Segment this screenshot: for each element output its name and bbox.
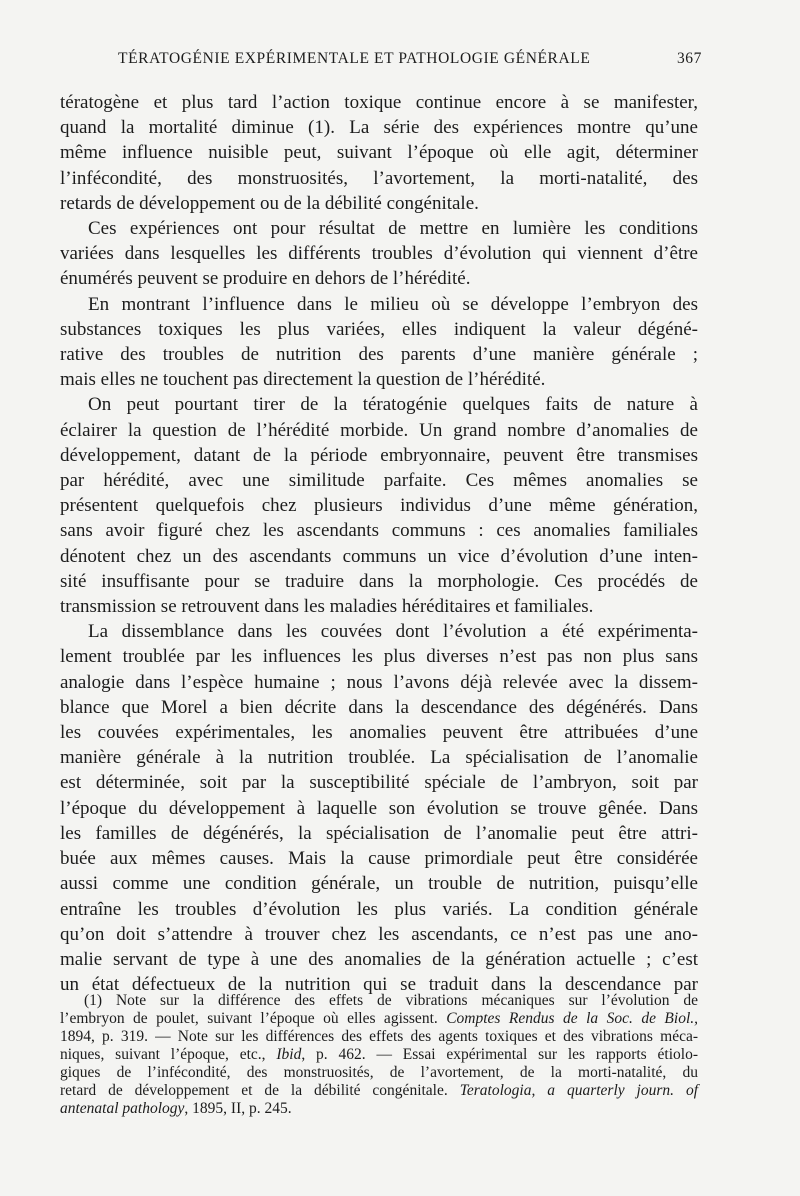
footnote-citation: antenatal pathology bbox=[60, 1100, 185, 1117]
text-line: tératogène et plus tard l’action toxique continue encore à se manifester, bbox=[60, 92, 698, 113]
footnote-line bbox=[60, 1010, 698, 1028]
text-line: aussi comme une condition générale, un trouble de nutrition, puisqu’elle bbox=[60, 873, 698, 895]
footnote-line bbox=[60, 1100, 698, 1118]
text-line: Ces expériences ont pour résultat de mettre en lumière les conditions bbox=[88, 218, 698, 240]
text-line: un état défectueux de la nutrition qui se traduit dans la descendance par bbox=[60, 974, 698, 996]
footnote-text: retard de développement et de la débilité congénitale. bbox=[60, 1082, 448, 1099]
text-line: buée aux mêmes causes. Mais la cause primordiale peut être considérée bbox=[60, 848, 698, 870]
text-line: sans avoir figuré chez les ascendants communs : ces anomalies familiales bbox=[60, 520, 698, 542]
footnote-line: giques de l’infécondité, des monstruosités, de l’avortement, de la morti-natalité, du bbox=[60, 1064, 698, 1081]
text-line: est déterminée, soit par la susceptibilité spéciale de l’ambryon, soit par bbox=[60, 772, 698, 794]
text-line: éclairer la question de l’hérédité morbide. Un grand nombre d’anomalies de bbox=[60, 419, 698, 441]
text-line: En montrant l’influence dans le milieu où se développe l’embryon des bbox=[88, 293, 698, 315]
footnote bbox=[60, 992, 698, 1118]
text-line: transmission se retrouvent dans les maladies héréditaires et familiales. bbox=[60, 596, 594, 618]
text-line: les familles de dégénérés, la spécialisation de l’anomalie peut être attri- bbox=[60, 822, 698, 844]
text-line: développement, datant de la période embryonnaire, peuvent être transmises bbox=[60, 444, 698, 466]
paragraph bbox=[60, 619, 698, 997]
footnote-line: 1894, p. 319. — Note sur les différences des effets des agents toxiques et des vibrations méca- bbox=[60, 1028, 698, 1045]
footnote-text: l’embryon de poulet, suivant l’époque où elles agissent. bbox=[60, 1010, 438, 1027]
text-line: énumérés peuvent se produire en dehors de l’hérédité. bbox=[60, 268, 471, 290]
paragraph bbox=[60, 216, 698, 292]
text-line: les couvées expérimentales, les anomalies peuvent être attribuées d’une bbox=[60, 722, 698, 744]
text-line: La dissemblance dans les couvées dont l’évolution a été expérimenta- bbox=[88, 621, 698, 643]
text-line: On peut pourtant tirer de la tératogénie quelques faits de nature à bbox=[88, 394, 698, 416]
footnote-text: , p. 462. — Essai expérimental sur les rapports étiolo- bbox=[301, 1046, 698, 1063]
text-line: rative des troubles de nutrition des parents d’une manière générale ; bbox=[60, 344, 698, 366]
page-number: 367 bbox=[676, 50, 702, 67]
text-line: analogie dans l’espèce humaine ; nous l’avons déjà relevée avec la dissem- bbox=[60, 671, 698, 693]
paragraph bbox=[60, 90, 698, 216]
footnote-text: , 1895, II, p. 245. bbox=[184, 1100, 292, 1117]
text-line: manière générale à la nutrition troublée. La spécialisation de l’anomalie bbox=[60, 747, 698, 769]
footnote-citation: Teratologia, a quarterly journ. of bbox=[459, 1082, 699, 1099]
text-line: blance que Morel a bien décrite dans la descendance des dégénérés. Dans bbox=[60, 696, 698, 718]
footnote-line bbox=[60, 1082, 698, 1100]
paragraph bbox=[60, 392, 698, 619]
text-line: quand la mortalité diminue (1). La série des expériences montre qu’une bbox=[60, 117, 698, 139]
footnote-line: (1) Note sur la différence des effets de vibrations mécaniques sur l’évolution de bbox=[84, 992, 698, 1009]
text-line: variées dans lesquelles les différents troubles d’évolution qui viennent d’être bbox=[60, 243, 698, 265]
text-line: malie servant de type à une des anomalies de la génération actuelle ; c’est bbox=[60, 948, 698, 970]
body-text bbox=[60, 90, 698, 997]
text-line: par hérédité, avec une similitude parfaite. Ces mêmes anomalies se bbox=[60, 470, 698, 492]
footnote-citation: Ibid bbox=[276, 1046, 302, 1063]
text-line: mais elles ne touchent pas directement la question de l’hérédité. bbox=[60, 369, 546, 391]
footnote-line bbox=[60, 1046, 698, 1064]
text-line: dénotent chez un des ascendants communs un vice d’évolution d’une inten- bbox=[60, 545, 698, 567]
text-line: entraîne les troubles d’évolution les plus variés. La condition générale bbox=[60, 898, 698, 920]
text-line: retards de développement ou de la débilité congénitale. bbox=[60, 192, 479, 214]
running-title: TÉRATOGÉNIE EXPÉRIMENTALE ET PATHOLOGIE GÉNÉRALE bbox=[118, 50, 591, 67]
text-line: même influence nuisible peut, suivant l’époque où elle agit, déterminer bbox=[60, 142, 698, 164]
text-line: sité insuffisante pour se traduire dans la morphologie. Ces procédés de bbox=[60, 570, 698, 592]
paragraph bbox=[60, 292, 698, 393]
text-line: lement troublée par les influences les plus diverses n’est pas non plus sans bbox=[60, 646, 698, 668]
text-line: présentent quelquefois chez plusieurs individus d’une même génération, bbox=[60, 495, 698, 517]
text-line: substances toxiques les plus variées, elles indiquent la valeur dégéné- bbox=[60, 318, 698, 340]
footnote-text: niques, suivant l’époque, etc., bbox=[60, 1046, 266, 1063]
footnote-citation: Comptes Rendus de la Soc. de Biol., bbox=[446, 1010, 699, 1027]
text-line: l’époque du développement à laquelle son évolution se trouve gênée. Dans bbox=[60, 797, 698, 819]
text-line: qu’on doit s’attendre à trouver chez les ascendants, ce n’est pas une ano- bbox=[60, 923, 698, 945]
text-line: l’infécondité, des monstruosités, l’avortement, la morti-natalité, des bbox=[60, 167, 698, 189]
